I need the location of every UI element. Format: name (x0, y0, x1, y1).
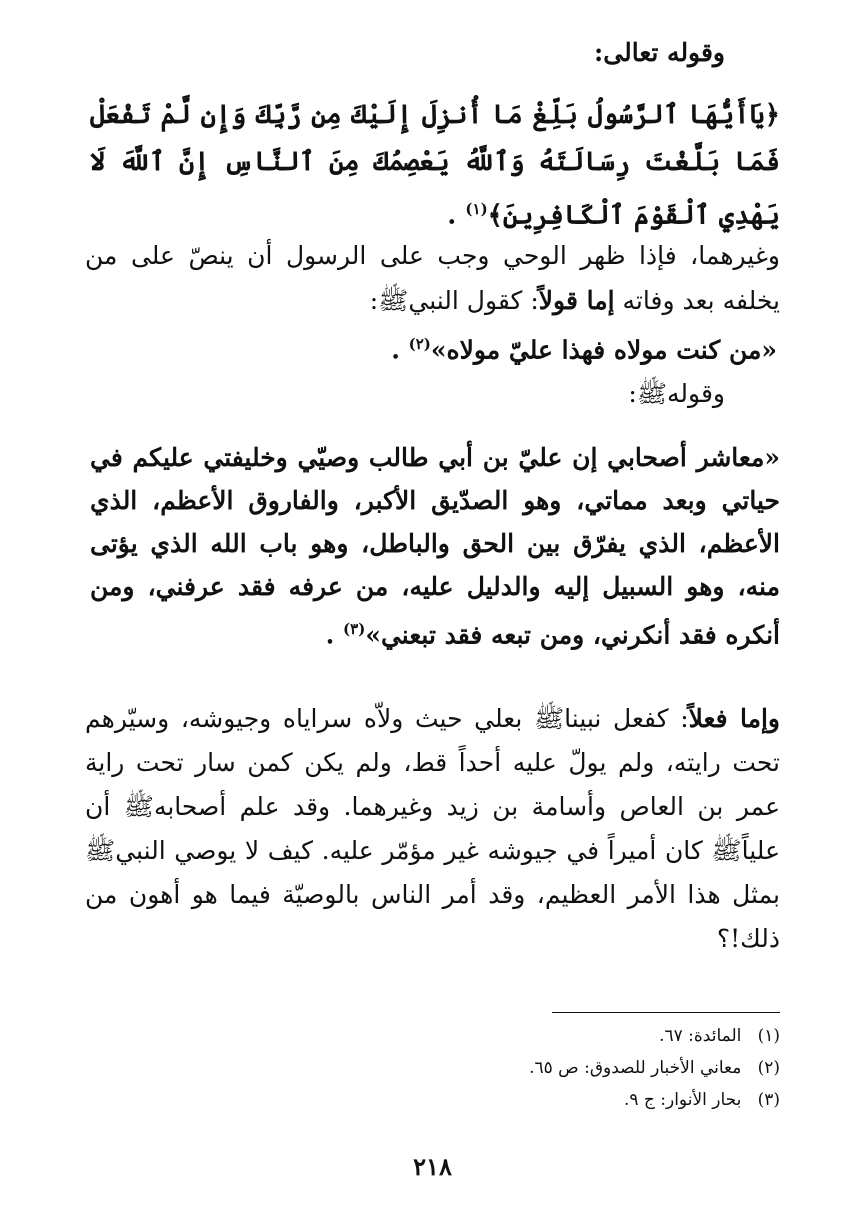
footnote-1 (80, 1024, 780, 1048)
footnote-ref-2: (٢) (408, 335, 431, 353)
footnote-2 (80, 1056, 780, 1080)
paragraph-3-text: : كفعل نبيناﷺ بعلي حيث ولاّه سراياه وجيوشه، وسيّرهم تحت رايته، ولم يولّ عليه أحداً قط، ولم يكن كمن سار تحت راية عمر بن العاص وأسامة بن زيد وغيرهما. وقد علم أصحابهﷺ أن علياًﷺ كان أميراً في جيوشه غير مؤمّر عليه. كيف لا يوصي النبيﷺ بمثل هذا الأمر العظيم، وقد أمر الناس بالوصيّة فيما هو أهون من ذلك!؟ (85, 704, 780, 953)
footnote-2-text: معاني الأخبار للصدوق: ص ٦٥. (529, 1058, 742, 1078)
footnote-3-text: بحار الأنوار: ج ٩. (623, 1090, 742, 1110)
hadith-1: «من كنت مولاه فهذا عليّ مولاه»$^{(٢)}$ . (391, 335, 777, 365)
footnote-1-number: (١) (757, 1026, 780, 1046)
quran-verse: ﴿يَاأَيُّهَا ٱلرَّسُولُ بَلِّغْ مَا أُنزِلَ إِلَيْكَ مِن رَّبِّكَ وَإِن لَّمْ تَفْعَلْ فَمَا بَلَّغْتَ رِسَالَتَهُ وَٱللَّهُ يَعْصِمُكَ مِنَ ٱلنَّاسِ إِنَّ ٱللَّهَ لَا يَهْدِي ٱلْقَوْمَ ٱلْكَافِرِينَ﴾$^{(١)}$ . (90, 100, 780, 231)
footnote-divider (552, 1012, 780, 1013)
footnote-ref-3: (٣) (343, 620, 366, 638)
paragraph-3 (85, 697, 780, 961)
paragraph-1-text: وغيرهما، فإذا ظهر الوحي وجب على الرسول أن ينصّ على من يخلفه بعد وفاته (85, 241, 780, 315)
hadith-1-text: «من كنت مولاه فهذا عليّ مولاه» (430, 335, 777, 365)
footnote-1-text: المائدة: ٦٧. (659, 1026, 742, 1046)
paragraph-1 (85, 233, 780, 323)
hadith-2: «معاشر أصحابي إن عليّ بن أبي طالب وصيّي وخليفتي عليكم في حياتي وبعد مماتي، وهو الصدّيق الأكبر، والفاروق الأعظم، الذي الأعظم، الذي يفرّق بين الحق والباطل، وهو باب الله الذي يؤتى منه، وهو السبيل إليه والدليل عليه، من عرفه فقد عرفني، ومن أنكره فقد أنكرني، ومن تبعه فقد تبعني»$^{(٣)}$ . (90, 443, 780, 650)
verse-intro (594, 38, 725, 67)
footnote-2-number: (٢) (757, 1058, 780, 1078)
quran-verse-text: ﴿يَاأَيُّهَا ٱلرَّسُولُ بَلِّغْ مَا أُنزِلَ إِلَيْكَ مِن رَّبِّكَ وَإِن لَّمْ تَفْعَلْ فَمَا بَلَّغْتَ رِسَالَتَهُ وَٱللَّهُ يَعْصِمُكَ مِنَ ٱلنَّاسِ إِنَّ ٱللَّهَ لَا يَهْدِي ٱلْقَوْمَ ٱلْكَافِرِينَ﴾ (90, 100, 780, 231)
verse-intro-text: وقوله تعالى: (594, 38, 725, 67)
paragraph-1-tail: : كقول النبيﷺ: (369, 286, 539, 315)
footnote-3 (80, 1088, 780, 1112)
hadith-intro-text: وقولهﷺ: (628, 379, 725, 408)
footnote-3-number: (٣) (757, 1090, 780, 1110)
hadith-intro (628, 378, 725, 415)
hadith-2-text: «معاشر أصحابي إن عليّ بن أبي طالب وصيّي وخليفتي عليكم في حياتي وبعد مماتي، وهو الصدّيق الأكبر، والفاروق الأعظم، الذي الأعظم، الذي يفرّق بين الحق والباطل، وهو باب الله الذي يؤتى منه، وهو السبيل إليه والدليل عليه، من عرفه فقد عرفني، ومن أنكره فقد أنكرني، ومن تبعه فقد تبعني» (90, 443, 780, 650)
paragraph-3-bold: وإما فعلاً (688, 704, 780, 733)
paragraph-1-bold: إما قولاً (538, 286, 615, 315)
page-number: ٢١٨ (413, 1152, 452, 1181)
footnote-ref-1: (١) (465, 200, 488, 218)
